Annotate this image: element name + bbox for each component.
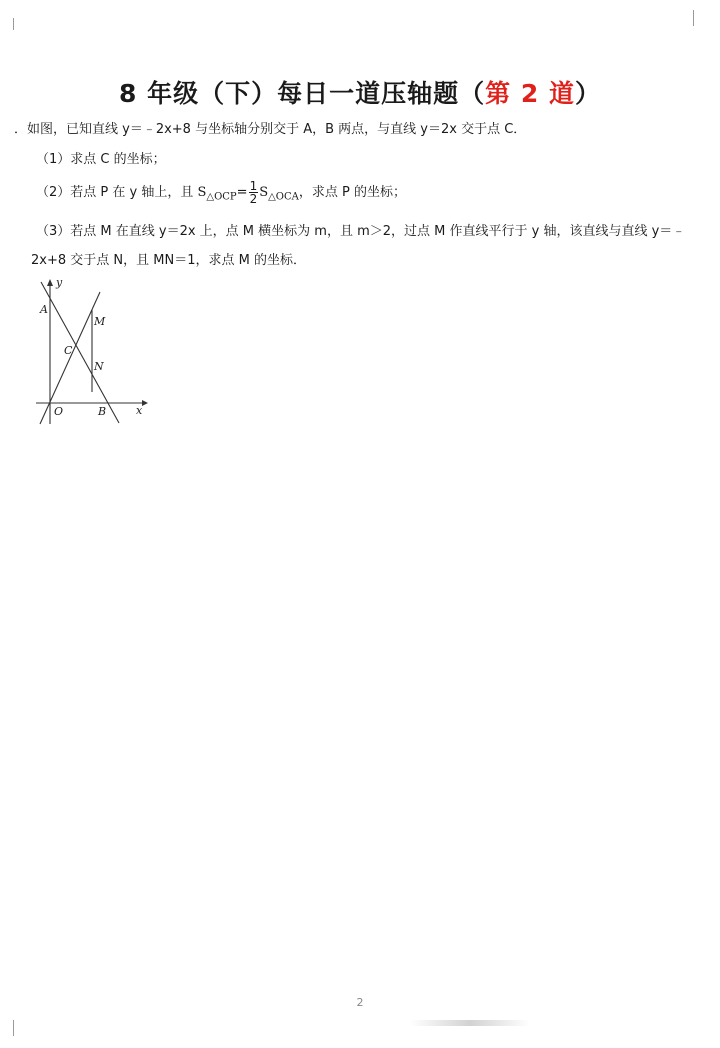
part-2-text-before: （2）若点 P 在 y 轴上，且: [36, 185, 198, 200]
label-y: y: [56, 276, 63, 289]
crop-mark-bottom-left: [0, 1020, 14, 1036]
label-o: O: [54, 405, 64, 418]
problem-part-3-line-1: （3）若点 M 在直线 y＝2x 上，点 M 横坐标为 m，且 m＞2，过点 M 作直线平行于 y 轴，该直线与直线 y＝﹣: [36, 224, 686, 239]
line-y-2x: [40, 292, 100, 424]
area-ocp: [197, 185, 237, 203]
label-m: M: [94, 315, 106, 328]
coordinate-figure: [30, 274, 150, 429]
problem-part-1: （1）求点 C 的坐标；: [36, 152, 166, 167]
equals-sign: =: [236, 185, 248, 200]
page-title: [0, 74, 720, 110]
label-n: N: [94, 360, 104, 373]
line-y-neg2x-plus8: [41, 282, 119, 423]
label-a: A: [40, 303, 48, 316]
crop-mark-top-left: [0, 18, 14, 30]
area-oca: [259, 185, 299, 203]
fraction-numerator: 1: [249, 179, 258, 193]
title-main: 8 年级（下）每日一道压轴题（: [119, 79, 486, 108]
area-s-symbol: S: [259, 185, 269, 200]
title-close: ）: [574, 79, 601, 108]
y-axis-arrow: [47, 279, 53, 286]
label-c: C: [64, 344, 73, 357]
problem-intro: ．如图，已知直线 y＝﹣2x+8 与坐标轴分别交于 A，B 两点，与直线 y＝2x 交于点 C．: [14, 122, 527, 137]
area-oca-subscript: △OCA: [268, 191, 299, 203]
problem-part-3-line-2: 2x+8 交于点 N，且 MN＝1，求点 M 的坐标．: [31, 253, 306, 268]
problem-part-2: [36, 180, 406, 205]
page-number: 2: [356, 996, 364, 1009]
scan-shadow: [410, 1020, 530, 1026]
fraction-denominator: 2: [249, 192, 258, 206]
label-b: B: [98, 405, 107, 418]
area-ocp-subscript: △OCP: [206, 191, 237, 203]
x-axis-arrow: [142, 400, 148, 406]
label-x: x: [136, 404, 143, 417]
part-2-text-after: ，求点 P 的坐标；: [298, 185, 406, 200]
crop-mark-top-right: [693, 10, 708, 26]
title-highlight: 第 2 道: [485, 79, 575, 108]
fraction-one-half: [249, 180, 259, 205]
area-s-symbol: S: [197, 185, 207, 200]
